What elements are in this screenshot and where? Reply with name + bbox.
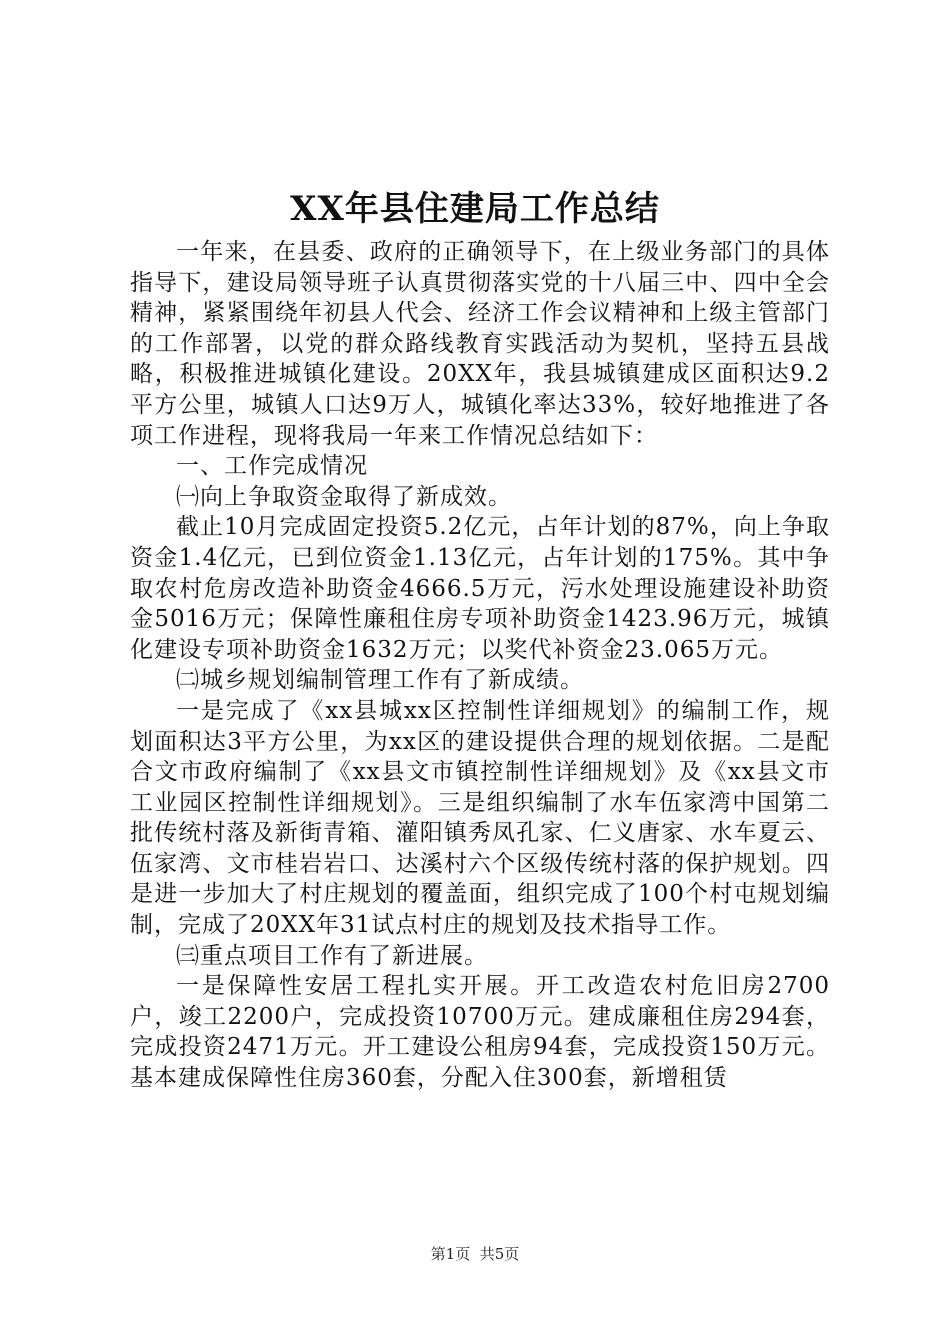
- section-heading-1: 一、工作完成情况: [176, 453, 368, 480]
- subsection-heading-3: ㈢重点项目工作有了新进展。: [176, 942, 488, 969]
- projects-paragraph: 一是保障性安居工程扎实开展。开工改造农村危旧房2700户，竣工2200户，完成投资10700万元。建成廉租住房294套，完成投资2471万元。开工建设公租房94套，完成投资150万元。基本建成保障性住房360套，分配入住300套，新增租赁: [130, 973, 830, 1092]
- page-footer: [0, 1244, 950, 1264]
- document-title: XX年县住建局工作总结: [290, 189, 660, 229]
- page-total: 共5页: [479, 1245, 520, 1263]
- funding-paragraph: 截止10月完成固定投资5.2亿元，占年计划的87%，向上争取资金1.4亿元，已到位资金1.13亿元，占年计划的175%。其中争取农村危房改造补助资金4666.5万元，污水处理设施建设补助资金5016万元；保障性廉租住房专项补助资金1423.96万元，城镇化建设专项补助资金1632万元；以奖代补资金23.065万元。: [130, 514, 830, 663]
- intro-paragraph: 一年来，在县委、政府的正确领导下，在上级业务部门的具体指导下，建设局领导班子认真贯彻落实党的十八届三中、四中全会精神，紧紧围绕年初县人代会、经济工作会议精神和上级主管部门的工作部署，以党的群众路线教育实践活动为契机，坚持五县战略，积极推进城镇化建设。20XX年，我县城镇建成区面积达9.2平方公里，城镇人口达9万人，城镇化率达33%，较好地推进了各项工作进程，现将我局一年来工作情况总结如下：: [130, 239, 830, 449]
- page-number: 第1页: [430, 1245, 471, 1263]
- subsection-heading-1: ㈠向上争取资金取得了新成效。: [176, 483, 512, 510]
- document-body: [130, 237, 830, 1094]
- planning-paragraph: 一是完成了《xx县城xx区控制性详细规划》的编制工作，规划面积达3平方公里，为xx区的建设提供合理的规划依据。二是配合文市政府编制了《xx县文市镇控制性详细规划》及《xx县文市工业园区控制性详细规划》。三是组织编制了水车伍家湾中国第二批传统村落及新街青箱、灌阳镇秀凤孔家、仁义唐家、水车夏云、伍家湾、文市桂岩岩口、达溪村六个区级传统村落的保护规划。四是进一步加大了村庄规划的覆盖面，组织完成了100个村屯规划编制，完成了20XX年31试点村庄的规划及技术指导工作。: [130, 697, 830, 939]
- subsection-heading-2: ㈡城乡规划编制管理工作有了新成绩。: [176, 667, 584, 694]
